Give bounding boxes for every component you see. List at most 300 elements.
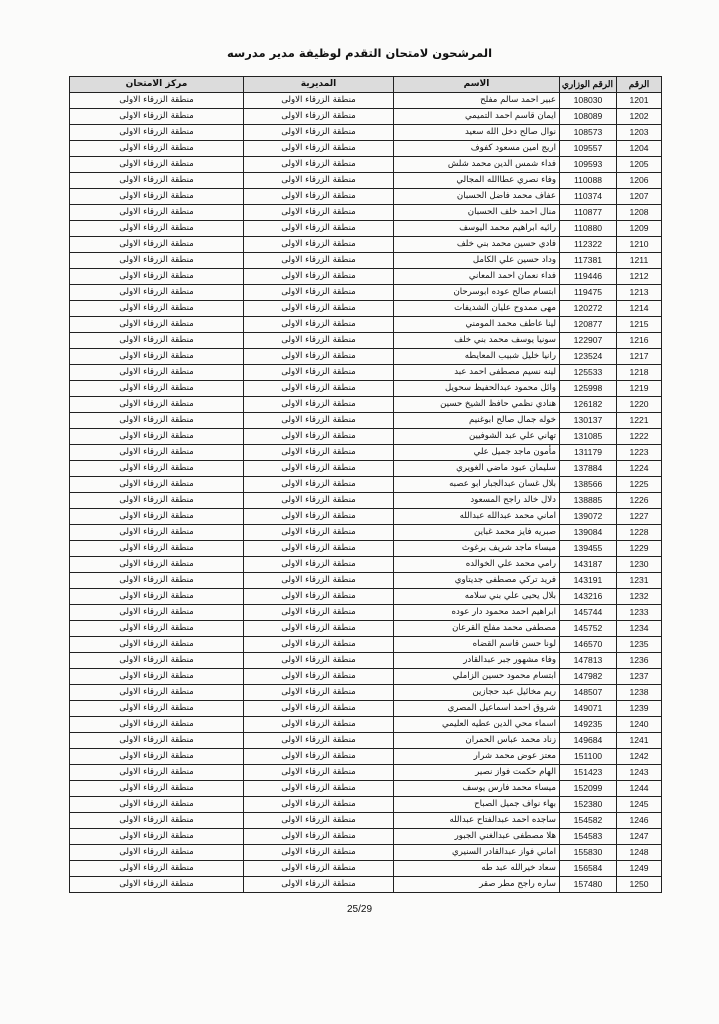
cell-number: 1225 <box>617 477 662 493</box>
cell-exam-center: منطقة الزرقاء الاولى <box>70 221 244 237</box>
cell-name: اريج امين مسعود كفوف <box>394 141 560 157</box>
table-row <box>70 285 662 301</box>
cell-name: وداد حسين علي الكامل <box>394 253 560 269</box>
cell-number: 1212 <box>617 269 662 285</box>
cell-directorate: منطقة الزرقاء الاولى <box>244 237 394 253</box>
cell-number: 1236 <box>617 653 662 669</box>
table-row <box>70 573 662 589</box>
cell-number: 1215 <box>617 317 662 333</box>
cell-national-id: 110088 <box>560 173 617 189</box>
cell-number: 1246 <box>617 813 662 829</box>
cell-exam-center: منطقة الزرقاء الاولى <box>70 461 244 477</box>
cell-number: 1203 <box>617 125 662 141</box>
cell-national-id: 122907 <box>560 333 617 349</box>
cell-number: 1223 <box>617 445 662 461</box>
cell-exam-center: منطقة الزرقاء الاولى <box>70 349 244 365</box>
cell-name: عفاف محمد فاضل الحسبان <box>394 189 560 205</box>
table-row <box>70 829 662 845</box>
cell-exam-center: منطقة الزرقاء الاولى <box>70 541 244 557</box>
cell-national-id: 149235 <box>560 717 617 733</box>
table-row <box>70 461 662 477</box>
cell-exam-center: منطقة الزرقاء الاولى <box>70 141 244 157</box>
cell-name: لينا عاطف محمد المومني <box>394 317 560 333</box>
cell-exam-center: منطقة الزرقاء الاولى <box>70 637 244 653</box>
cell-national-id: 145744 <box>560 605 617 621</box>
cell-national-id: 130137 <box>560 413 617 429</box>
cell-directorate: منطقة الزرقاء الاولى <box>244 557 394 573</box>
header-national-id: الرقم الوزاري <box>560 77 617 93</box>
cell-national-id: 149684 <box>560 733 617 749</box>
cell-exam-center: منطقة الزرقاء الاولى <box>70 237 244 253</box>
header-number: الرقم <box>617 77 662 93</box>
table-row <box>70 301 662 317</box>
cell-directorate: منطقة الزرقاء الاولى <box>244 413 394 429</box>
candidates-table <box>69 76 662 893</box>
cell-national-id: 110880 <box>560 221 617 237</box>
cell-directorate: منطقة الزرقاء الاولى <box>244 829 394 845</box>
cell-number: 1219 <box>617 381 662 397</box>
cell-national-id: 108573 <box>560 125 617 141</box>
cell-name: اسماء محي الدين عطيه العليمي <box>394 717 560 733</box>
cell-number: 1231 <box>617 573 662 589</box>
cell-exam-center: منطقة الزرقاء الاولى <box>70 301 244 317</box>
cell-directorate: منطقة الزرقاء الاولى <box>244 269 394 285</box>
cell-directorate: منطقة الزرقاء الاولى <box>244 301 394 317</box>
cell-number: 1228 <box>617 525 662 541</box>
cell-national-id: 143216 <box>560 589 617 605</box>
cell-exam-center: منطقة الزرقاء الاولى <box>70 781 244 797</box>
cell-exam-center: منطقة الزرقاء الاولى <box>70 749 244 765</box>
table-row <box>70 845 662 861</box>
cell-national-id: 109557 <box>560 141 617 157</box>
cell-number: 1217 <box>617 349 662 365</box>
table-row <box>70 493 662 509</box>
cell-directorate: منطقة الزرقاء الاولى <box>244 669 394 685</box>
table-row <box>70 221 662 237</box>
cell-national-id: 110877 <box>560 205 617 221</box>
cell-number: 1207 <box>617 189 662 205</box>
cell-name: هلا مصطفى عبدالغني الجبور <box>394 829 560 845</box>
cell-directorate: منطقة الزرقاء الاولى <box>244 877 394 893</box>
cell-directorate: منطقة الزرقاء الاولى <box>244 525 394 541</box>
cell-directorate: منطقة الزرقاء الاولى <box>244 397 394 413</box>
cell-name: وفاء مشهور جبر عبدالقادر <box>394 653 560 669</box>
cell-exam-center: منطقة الزرقاء الاولى <box>70 861 244 877</box>
table-row <box>70 317 662 333</box>
cell-directorate: منطقة الزرقاء الاولى <box>244 141 394 157</box>
cell-national-id: 119475 <box>560 285 617 301</box>
cell-national-id: 156584 <box>560 861 617 877</box>
cell-directorate: منطقة الزرقاء الاولى <box>244 861 394 877</box>
cell-exam-center: منطقة الزرقاء الاولى <box>70 525 244 541</box>
cell-number: 1227 <box>617 509 662 525</box>
cell-directorate: منطقة الزرقاء الاولى <box>244 653 394 669</box>
cell-name: رانيا خليل شبيب المعايطه <box>394 349 560 365</box>
cell-name: نوال صالح دخل الله سعيد <box>394 125 560 141</box>
cell-name: سونيا يوسف محمد بني خلف <box>394 333 560 349</box>
table-row <box>70 125 662 141</box>
cell-name: بلال يحيى علي بني سلامه <box>394 589 560 605</box>
cell-name: سعاد خيرالله عبد طه <box>394 861 560 877</box>
cell-national-id: 109593 <box>560 157 617 173</box>
cell-number: 1247 <box>617 829 662 845</box>
cell-name: بلال غسان عبدالجبار ابو عصبه <box>394 477 560 493</box>
cell-name: صبريه فايز محمد غباين <box>394 525 560 541</box>
table-row <box>70 109 662 125</box>
cell-name: فداء شمس الدين محمد شلش <box>394 157 560 173</box>
cell-name: هنادي نظمي حافظ الشيخ حسين <box>394 397 560 413</box>
header-name: الاسم <box>394 77 560 93</box>
table-row <box>70 669 662 685</box>
cell-name: زناد محمد عباس الحمران <box>394 733 560 749</box>
cell-name: فادي حسين محمد بني خلف <box>394 237 560 253</box>
cell-number: 1218 <box>617 365 662 381</box>
cell-exam-center: منطقة الزرقاء الاولى <box>70 733 244 749</box>
cell-directorate: منطقة الزرقاء الاولى <box>244 349 394 365</box>
cell-national-id: 154582 <box>560 813 617 829</box>
cell-national-id: 108089 <box>560 109 617 125</box>
cell-national-id: 154583 <box>560 829 617 845</box>
cell-national-id: 117381 <box>560 253 617 269</box>
cell-name: ايمان قاسم احمد التميمي <box>394 109 560 125</box>
cell-number: 1213 <box>617 285 662 301</box>
cell-number: 1206 <box>617 173 662 189</box>
cell-national-id: 151423 <box>560 765 617 781</box>
cell-exam-center: منطقة الزرقاء الاولى <box>70 877 244 893</box>
cell-national-id: 112322 <box>560 237 617 253</box>
cell-name: منال احمد خلف الحسبان <box>394 205 560 221</box>
cell-exam-center: منطقة الزرقاء الاولى <box>70 365 244 381</box>
header-exam-center: مركز الامتحان <box>70 77 244 93</box>
cell-national-id: 151100 <box>560 749 617 765</box>
cell-number: 1204 <box>617 141 662 157</box>
cell-directorate: منطقة الزرقاء الاولى <box>244 589 394 605</box>
cell-name: ميساء محمد فارس يوسف <box>394 781 560 797</box>
cell-directorate: منطقة الزرقاء الاولى <box>244 445 394 461</box>
cell-exam-center: منطقة الزرقاء الاولى <box>70 829 244 845</box>
table-row <box>70 589 662 605</box>
cell-national-id: 157480 <box>560 877 617 893</box>
table-row <box>70 477 662 493</box>
cell-number: 1244 <box>617 781 662 797</box>
cell-name: مأمون ماجد جميل علي <box>394 445 560 461</box>
cell-name: مصطفى محمد مفلح القرعان <box>394 621 560 637</box>
cell-directorate: منطقة الزرقاء الاولى <box>244 765 394 781</box>
cell-number: 1205 <box>617 157 662 173</box>
cell-name: سليمان عبود ماضي الغويري <box>394 461 560 477</box>
table-row <box>70 685 662 701</box>
table-row <box>70 733 662 749</box>
cell-exam-center: منطقة الزرقاء الاولى <box>70 109 244 125</box>
cell-national-id: 123524 <box>560 349 617 365</box>
cell-exam-center: منطقة الزرقاء الاولى <box>70 573 244 589</box>
cell-number: 1230 <box>617 557 662 573</box>
table-row <box>70 749 662 765</box>
table-row <box>70 877 662 893</box>
cell-directorate: منطقة الزرقاء الاولى <box>244 637 394 653</box>
table-row <box>70 557 662 573</box>
cell-national-id: 148507 <box>560 685 617 701</box>
cell-national-id: 108030 <box>560 93 617 109</box>
cell-number: 1222 <box>617 429 662 445</box>
cell-number: 1237 <box>617 669 662 685</box>
cell-national-id: 139455 <box>560 541 617 557</box>
cell-directorate: منطقة الزرقاء الاولى <box>244 93 394 109</box>
table-row <box>70 349 662 365</box>
cell-number: 1232 <box>617 589 662 605</box>
cell-directorate: منطقة الزرقاء الاولى <box>244 317 394 333</box>
cell-exam-center: منطقة الزرقاء الاولى <box>70 669 244 685</box>
cell-number: 1249 <box>617 861 662 877</box>
cell-number: 1201 <box>617 93 662 109</box>
cell-number: 1229 <box>617 541 662 557</box>
cell-name: اماني فواز عبدالقادر السنيري <box>394 845 560 861</box>
cell-exam-center: منطقة الزرقاء الاولى <box>70 397 244 413</box>
table-row <box>70 637 662 653</box>
cell-exam-center: منطقة الزرقاء الاولى <box>70 653 244 669</box>
table-row <box>70 717 662 733</box>
table-row <box>70 93 662 109</box>
cell-national-id: 119446 <box>560 269 617 285</box>
cell-national-id: 149071 <box>560 701 617 717</box>
cell-directorate: منطقة الزرقاء الاولى <box>244 429 394 445</box>
cell-directorate: منطقة الزرقاء الاولى <box>244 573 394 589</box>
cell-name: تهاني علي عبد الشوفيين <box>394 429 560 445</box>
cell-exam-center: منطقة الزرقاء الاولى <box>70 413 244 429</box>
cell-directorate: منطقة الزرقاء الاولى <box>244 365 394 381</box>
table-row <box>70 237 662 253</box>
cell-directorate: منطقة الزرقاء الاولى <box>244 733 394 749</box>
cell-name: وائل محمود عبدالحفيظ سحويل <box>394 381 560 397</box>
table-row <box>70 797 662 813</box>
cell-number: 1248 <box>617 845 662 861</box>
cell-directorate: منطقة الزرقاء الاولى <box>244 253 394 269</box>
cell-exam-center: منطقة الزرقاء الاولى <box>70 717 244 733</box>
cell-name: فداء نعمان احمد المعاني <box>394 269 560 285</box>
cell-exam-center: منطقة الزرقاء الاولى <box>70 845 244 861</box>
cell-national-id: 125533 <box>560 365 617 381</box>
cell-exam-center: منطقة الزرقاء الاولى <box>70 685 244 701</box>
cell-name: بهاء نواف جميل الصباح <box>394 797 560 813</box>
cell-number: 1220 <box>617 397 662 413</box>
cell-directorate: منطقة الزرقاء الاولى <box>244 493 394 509</box>
cell-national-id: 146570 <box>560 637 617 653</box>
cell-number: 1233 <box>617 605 662 621</box>
cell-exam-center: منطقة الزرقاء الاولى <box>70 797 244 813</box>
cell-exam-center: منطقة الزرقاء الاولى <box>70 205 244 221</box>
table-row <box>70 541 662 557</box>
cell-national-id: 126182 <box>560 397 617 413</box>
cell-national-id: 120272 <box>560 301 617 317</box>
cell-national-id: 137884 <box>560 461 617 477</box>
table-row <box>70 141 662 157</box>
cell-name: ابتسام محمود حسين الزاملي <box>394 669 560 685</box>
cell-directorate: منطقة الزرقاء الاولى <box>244 685 394 701</box>
table-row <box>70 621 662 637</box>
cell-name: لونا حسن قاسم القضاه <box>394 637 560 653</box>
cell-national-id: 131085 <box>560 429 617 445</box>
cell-directorate: منطقة الزرقاء الاولى <box>244 157 394 173</box>
cell-national-id: 145752 <box>560 621 617 637</box>
cell-exam-center: منطقة الزرقاء الاولى <box>70 317 244 333</box>
cell-number: 1221 <box>617 413 662 429</box>
table-row <box>70 381 662 397</box>
cell-directorate: منطقة الزرقاء الاولى <box>244 813 394 829</box>
cell-name: ميساء ماجد شريف برغوث <box>394 541 560 557</box>
cell-national-id: 120877 <box>560 317 617 333</box>
cell-name: ساره راجح مطر صقر <box>394 877 560 893</box>
cell-directorate: منطقة الزرقاء الاولى <box>244 701 394 717</box>
table-row <box>70 269 662 285</box>
cell-directorate: منطقة الزرقاء الاولى <box>244 125 394 141</box>
cell-name: خوله جمال صالح ابوغنيم <box>394 413 560 429</box>
cell-name: ابراهيم احمد محمود دار عوده <box>394 605 560 621</box>
cell-directorate: منطقة الزرقاء الاولى <box>244 621 394 637</box>
cell-directorate: منطقة الزرقاء الاولى <box>244 333 394 349</box>
cell-number: 1209 <box>617 221 662 237</box>
cell-number: 1202 <box>617 109 662 125</box>
cell-number: 1208 <box>617 205 662 221</box>
cell-number: 1214 <box>617 301 662 317</box>
cell-exam-center: منطقة الزرقاء الاولى <box>70 445 244 461</box>
cell-number: 1234 <box>617 621 662 637</box>
cell-number: 1216 <box>617 333 662 349</box>
table-row <box>70 781 662 797</box>
cell-national-id: 139072 <box>560 509 617 525</box>
cell-directorate: منطقة الزرقاء الاولى <box>244 221 394 237</box>
cell-name: رائيه ابراهيم محمد اليوسف <box>394 221 560 237</box>
cell-exam-center: منطقة الزرقاء الاولى <box>70 93 244 109</box>
table-row <box>70 429 662 445</box>
cell-national-id: 125998 <box>560 381 617 397</box>
cell-exam-center: منطقة الزرقاء الاولى <box>70 381 244 397</box>
cell-directorate: منطقة الزرقاء الاولى <box>244 605 394 621</box>
table-row <box>70 413 662 429</box>
cell-exam-center: منطقة الزرقاء الاولى <box>70 429 244 445</box>
cell-number: 1226 <box>617 493 662 509</box>
table-row <box>70 253 662 269</box>
cell-directorate: منطقة الزرقاء الاولى <box>244 109 394 125</box>
cell-name: وفاء نصري عطاالله المجالي <box>394 173 560 189</box>
table-row <box>70 397 662 413</box>
table-row <box>70 189 662 205</box>
cell-exam-center: منطقة الزرقاء الاولى <box>70 173 244 189</box>
cell-exam-center: منطقة الزرقاء الاولى <box>70 765 244 781</box>
cell-number: 1239 <box>617 701 662 717</box>
cell-name: شروق احمد اسماعيل المصري <box>394 701 560 717</box>
cell-name: ريم مخائيل عبد حجازين <box>394 685 560 701</box>
cell-exam-center: منطقة الزرقاء الاولى <box>70 589 244 605</box>
cell-directorate: منطقة الزرقاء الاولى <box>244 173 394 189</box>
cell-exam-center: منطقة الزرقاء الاولى <box>70 813 244 829</box>
header-directorate: المديرية <box>244 77 394 93</box>
cell-national-id: 143191 <box>560 573 617 589</box>
cell-number: 1238 <box>617 685 662 701</box>
cell-national-id: 143187 <box>560 557 617 573</box>
cell-exam-center: منطقة الزرقاء الاولى <box>70 701 244 717</box>
cell-directorate: منطقة الزرقاء الاولى <box>244 461 394 477</box>
table-row <box>70 509 662 525</box>
table-body <box>70 93 662 893</box>
cell-national-id: 147813 <box>560 653 617 669</box>
table-row <box>70 861 662 877</box>
table-row <box>70 157 662 173</box>
cell-national-id: 155830 <box>560 845 617 861</box>
table-header-row <box>70 77 662 93</box>
cell-name: ساجده احمد عبدالفتاح عبدالله <box>394 813 560 829</box>
cell-number: 1240 <box>617 717 662 733</box>
cell-directorate: منطقة الزرقاء الاولى <box>244 509 394 525</box>
cell-directorate: منطقة الزرقاء الاولى <box>244 285 394 301</box>
cell-exam-center: منطقة الزرقاء الاولى <box>70 333 244 349</box>
cell-national-id: 110374 <box>560 189 617 205</box>
cell-exam-center: منطقة الزرقاء الاولى <box>70 285 244 301</box>
table-row <box>70 205 662 221</box>
cell-national-id: 152099 <box>560 781 617 797</box>
cell-national-id: 152380 <box>560 797 617 813</box>
cell-directorate: منطقة الزرقاء الاولى <box>244 797 394 813</box>
table-row <box>70 333 662 349</box>
cell-name: مهى ممدوح عليان الشديفات <box>394 301 560 317</box>
cell-directorate: منطقة الزرقاء الاولى <box>244 477 394 493</box>
cell-directorate: منطقة الزرقاء الاولى <box>244 845 394 861</box>
table-row <box>70 605 662 621</box>
cell-name: معتز عوض محمد شرار <box>394 749 560 765</box>
cell-national-id: 138885 <box>560 493 617 509</box>
cell-number: 1245 <box>617 797 662 813</box>
cell-number: 1235 <box>617 637 662 653</box>
cell-number: 1242 <box>617 749 662 765</box>
cell-name: ابتسام صالح عوده ابوسرحان <box>394 285 560 301</box>
cell-directorate: منطقة الزرقاء الاولى <box>244 781 394 797</box>
cell-name: رامي محمد علي الخوالده <box>394 557 560 573</box>
cell-number: 1250 <box>617 877 662 893</box>
cell-name: فريد تركي مصطفى جديتاوي <box>394 573 560 589</box>
table-row <box>70 813 662 829</box>
cell-name: الهام حكمت فواز نصير <box>394 765 560 781</box>
cell-exam-center: منطقة الزرقاء الاولى <box>70 125 244 141</box>
cell-directorate: منطقة الزرقاء الاولى <box>244 749 394 765</box>
page-number: 25/29 <box>346 904 373 915</box>
cell-name: اماني محمد عبدالله عبدالله <box>394 509 560 525</box>
table-row <box>70 445 662 461</box>
cell-exam-center: منطقة الزرقاء الاولى <box>70 189 244 205</box>
cell-national-id: 138566 <box>560 477 617 493</box>
cell-exam-center: منطقة الزرقاء الاولى <box>70 157 244 173</box>
cell-national-id: 139084 <box>560 525 617 541</box>
table-row <box>70 701 662 717</box>
table-row <box>70 765 662 781</box>
cell-exam-center: منطقة الزرقاء الاولى <box>70 493 244 509</box>
cell-number: 1224 <box>617 461 662 477</box>
cell-exam-center: منطقة الزرقاء الاولى <box>70 621 244 637</box>
cell-name: دلال خالد راجح المسعود <box>394 493 560 509</box>
cell-exam-center: منطقة الزرقاء الاولى <box>70 477 244 493</box>
cell-number: 1210 <box>617 237 662 253</box>
cell-directorate: منطقة الزرقاء الاولى <box>244 205 394 221</box>
table-row <box>70 525 662 541</box>
table-row <box>70 365 662 381</box>
cell-name: لينه نسيم مصطفى احمد عبد <box>394 365 560 381</box>
cell-national-id: 131179 <box>560 445 617 461</box>
cell-number: 1241 <box>617 733 662 749</box>
table-row <box>70 173 662 189</box>
cell-national-id: 147982 <box>560 669 617 685</box>
cell-exam-center: منطقة الزرقاء الاولى <box>70 605 244 621</box>
cell-number: 1243 <box>617 765 662 781</box>
table-row <box>70 653 662 669</box>
cell-exam-center: منطقة الزرقاء الاولى <box>70 509 244 525</box>
